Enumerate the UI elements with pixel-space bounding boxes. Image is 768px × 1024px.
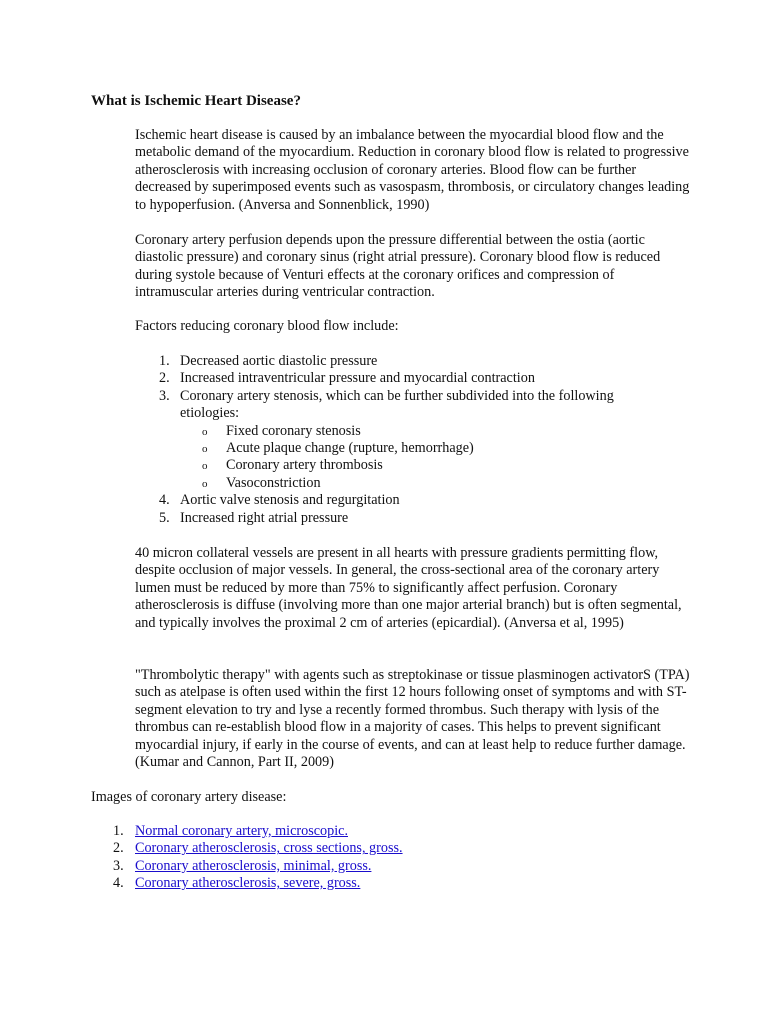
list-number: 3.	[113, 857, 124, 874]
list-number: 4.	[159, 492, 170, 509]
list-number: 1.	[113, 823, 124, 839]
sub-list-item-text: Fixed coronary stenosis	[226, 422, 361, 439]
list-item	[135, 353, 675, 370]
bullet-icon: o	[202, 460, 208, 473]
list-item	[91, 858, 403, 875]
list-item	[135, 510, 675, 527]
list-number: 2.	[113, 840, 124, 857]
factors-list	[135, 353, 675, 527]
images-heading: Images of coronary artery disease:	[91, 789, 287, 805]
paragraph-definition: Ischemic heart disease is caused by an imbalance between the myocardial blood flow and the metabolic demand of the myocardium. Reduction in coronary blood flow is related to progressive atherosclerosis with increasing occlusion of coronary arteries. Blood flow can be further decreased by superimposed events such as vasospasm, thrombosis, or circulatory changes leading to hypoperfusion. (Anversa and Sonnenblick, 1990)	[135, 127, 690, 213]
list-item	[135, 492, 675, 509]
list-number: 2.	[159, 370, 170, 387]
image-link-severe-gross[interactable]: Coronary atherosclerosis, severe, gross.	[135, 875, 361, 892]
sub-list-item	[180, 457, 675, 474]
sub-list-item	[180, 440, 675, 457]
list-item-text: Increased intraventricular pressure and myocardial contraction	[180, 370, 535, 387]
paragraph-factors-intro: Factors reducing coronary blood flow include:	[135, 318, 399, 334]
etiologies-list	[180, 423, 675, 493]
list-item-text: Coronary artery stenosis, which can be further subdivided into the following etiologies:	[180, 387, 614, 422]
list-number: 4.	[113, 875, 124, 892]
list-number: 5.	[159, 509, 170, 526]
list-item	[135, 370, 675, 387]
paragraph-perfusion: Coronary artery perfusion depends upon the pressure differential between the ostia (aortic diastolic pressure) and coronary sinus (right atrial pressure). Coronary blood flow is reduced during systole because of Venturi effects at the coronary orifices and compression of intramuscular arteries during ventricular contraction.	[135, 232, 661, 301]
sub-list-item-text: Vasoconstriction	[226, 474, 321, 491]
image-link-minimal-gross[interactable]: Coronary atherosclerosis, minimal, gross.	[135, 857, 372, 874]
paragraph-collateral-vessels: 40 micron collateral vessels are present in all hearts with pressure gradients permitting flow, despite occlusion of major vessels. In general, the cross-sectional area of the coronary artery lumen must be reduced by more than 75% to significantly affect perfusion. Coronary atherosclerosis is diffuse (involving more than one major arterial branch) but is often segmental, and typically involves the proximal 2 cm of arteries (epicardial). (Anversa et al, 1995)	[135, 545, 682, 631]
bullet-icon: o	[202, 443, 208, 456]
list-item	[91, 840, 403, 857]
list-number: 3.	[159, 387, 170, 404]
sub-list-item	[180, 475, 675, 492]
list-item	[135, 388, 675, 492]
sub-list-item	[180, 423, 675, 440]
page-title: What is Ischemic Heart Disease?	[91, 93, 301, 109]
sub-list-item-text: Coronary artery thrombosis	[226, 457, 383, 474]
bullet-icon: o	[202, 425, 208, 438]
image-link-normal-microscopic[interactable]: Normal coronary artery, microscopic.	[135, 823, 348, 839]
list-item-text: Increased right atrial pressure	[180, 509, 349, 526]
list-item	[91, 875, 403, 892]
list-item-text: Decreased aortic diastolic pressure	[180, 353, 378, 369]
list-item	[91, 823, 403, 840]
sub-list-item-text: Acute plaque change (rupture, hemorrhage)	[226, 440, 474, 457]
bullet-icon: o	[202, 477, 208, 490]
image-link-cross-sections[interactable]: Coronary atherosclerosis, cross sections, gross.	[135, 840, 403, 857]
list-item-text: Aortic valve stenosis and regurgitation	[180, 492, 400, 509]
paragraph-thrombolytic-therapy: "Thrombolytic therapy" with agents such as streptokinase or tissue plasminogen activatorS (TPA) such as atelpase is often used within the first 12 hours following onset of symptoms and with ST-segment elevation to try and lyse a recently formed thrombus. Such therapy with lysis of the thrombus can re-establish blood flow in a majority of cases. This helps to prevent significant myocardial injury, if early in the course of events, and can at least help to reduce further damage. (Kumar and Cannon, Part II, 2009)	[135, 667, 690, 771]
list-number: 1.	[159, 353, 170, 369]
image-links-list	[91, 823, 403, 893]
